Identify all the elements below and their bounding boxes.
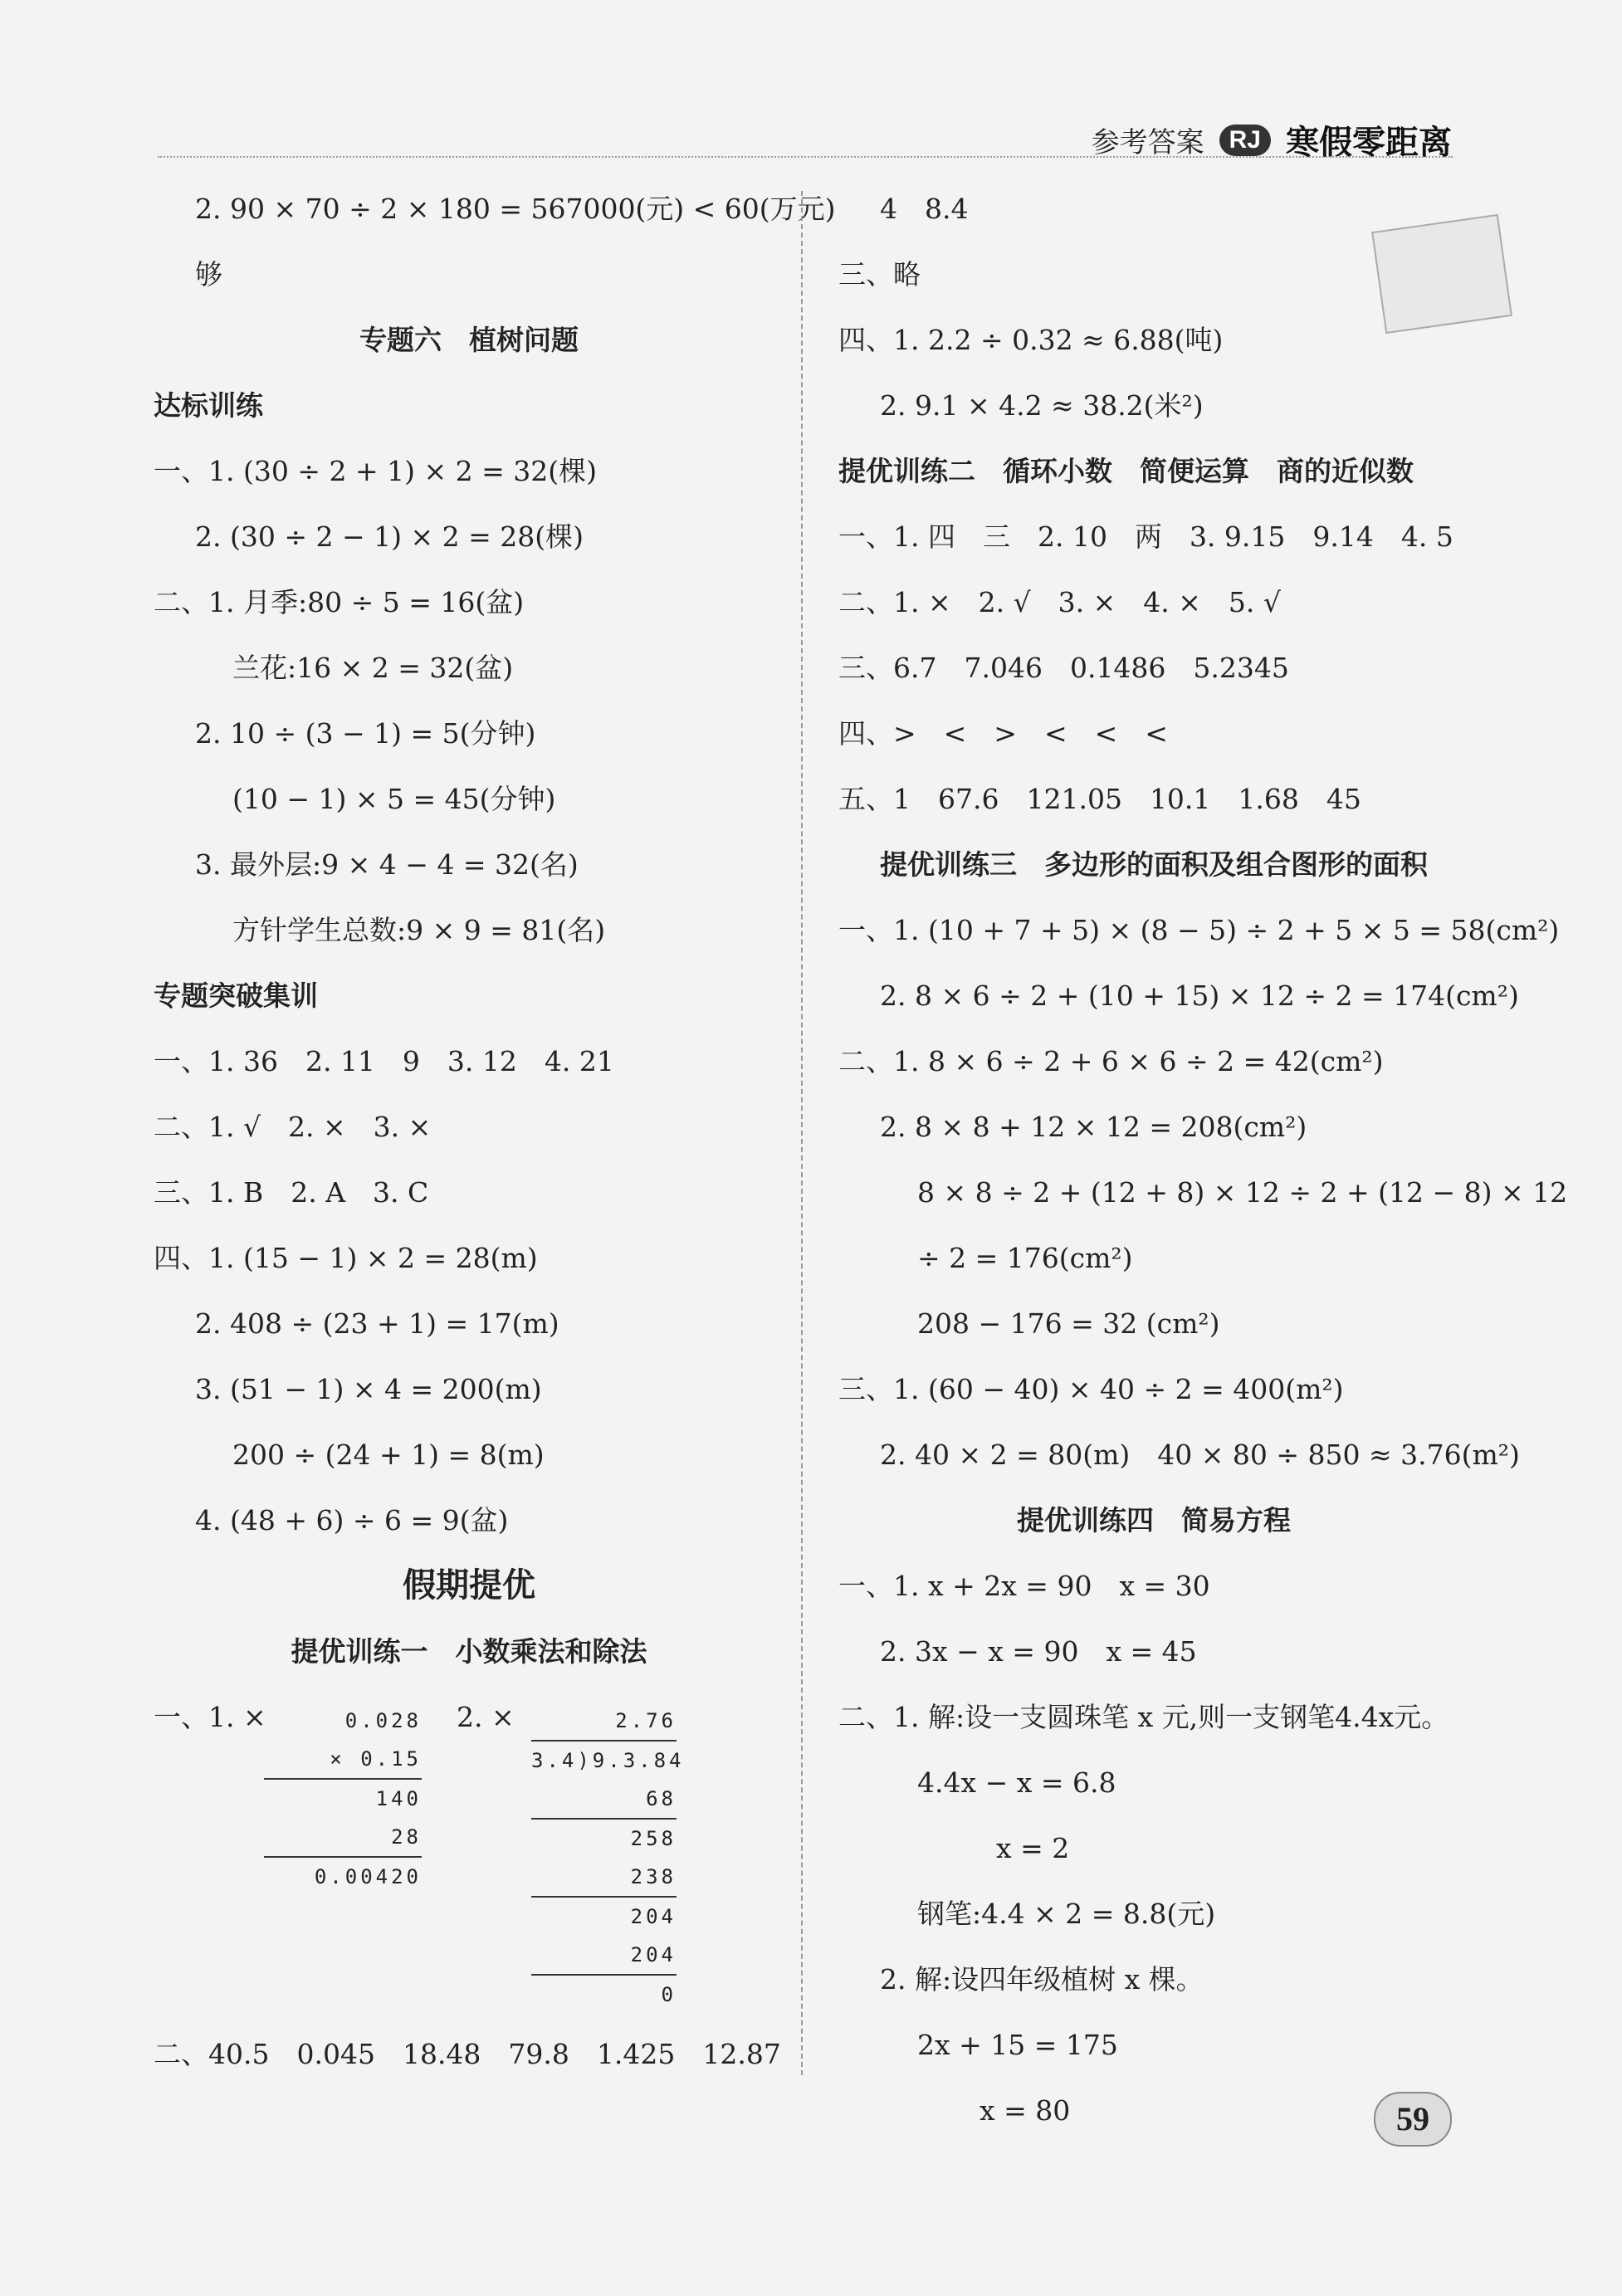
part-title: 假期提优 bbox=[403, 1567, 535, 1604]
answer-line: 二、1. × 2. √ 3. × 4. × 5. √ bbox=[838, 586, 1281, 618]
answer-line: 四、1. (15 − 1) × 2 = 28(m) bbox=[154, 1242, 538, 1274]
answer-line: 方针学生总数:9 × 9 = 81(名) bbox=[232, 914, 606, 946]
section-title: 提优训练一 小数乘法和除法 bbox=[291, 1636, 647, 1667]
answer-line: 二、40.5 0.045 18.48 79.8 1.425 12.87 bbox=[154, 2038, 781, 2070]
answer-line: 2. 9.1 × 4.2 ≈ 38.2(米²) bbox=[880, 389, 1204, 422]
calc-row: 68 bbox=[531, 1780, 677, 1820]
answer-line: 二、1. 月季:80 ÷ 5 = 16(盆) bbox=[154, 586, 525, 618]
answer-line: 一、1. (10 + 7 + 5) × (8 − 5) ÷ 2 + 5 × 5 = 58(cm²) bbox=[838, 914, 1560, 946]
answer-line: 2. 408 ÷ (23 + 1) = 17(m) bbox=[195, 1307, 559, 1340]
answer-line: 四、1. 2.2 ÷ 0.32 ≈ 6.88(吨) bbox=[838, 324, 1224, 356]
answer-line: 三、1. B 2. A 3. C bbox=[154, 1176, 429, 1209]
answer-line: 2. 3x − x = 90 x = 45 bbox=[880, 1635, 1197, 1668]
answer-line: 2. 40 × 2 = 80(m) 40 × 80 ÷ 850 ≈ 3.76(m²) bbox=[880, 1439, 1520, 1471]
answer-line: 2. 8 × 6 ÷ 2 + (10 + 15) × 12 ÷ 2 = 174(cm²) bbox=[880, 979, 1519, 1012]
answer-line: ÷ 2 = 176(cm²) bbox=[917, 1242, 1133, 1274]
answer-line: 2. 10 ÷ (3 − 1) = 5(分钟) bbox=[195, 717, 536, 750]
brand-logo: 寒假零距离 bbox=[1286, 125, 1452, 161]
answer-line: 兰花:16 × 2 = 32(盆) bbox=[232, 652, 514, 684]
answer-line: 一、1. x + 2x = 90 x = 30 bbox=[838, 1570, 1210, 1602]
answer-line: 2x + 15 = 175 bbox=[917, 2029, 1118, 2061]
calc-row: 3.4)9.3.84 bbox=[531, 1740, 677, 1780]
answer-line: 二、1. √ 2. × 3. × bbox=[154, 1111, 432, 1143]
calc-row: 238 bbox=[531, 1858, 677, 1898]
answer-line: (10 − 1) × 5 = 45(分钟) bbox=[232, 783, 556, 815]
answer-line: 钢笔:4.4 × 2 = 8.8(元) bbox=[917, 1898, 1216, 1930]
calc-row: 258 bbox=[630, 1827, 677, 1850]
answer-item: 2. × bbox=[457, 1701, 515, 1733]
calc-row: 2.76 bbox=[615, 1709, 677, 1732]
answer-line: 二、1. 8 × 6 ÷ 2 + 6 × 6 ÷ 2 = 42(cm²) bbox=[838, 1045, 1384, 1077]
section-title: 提优训练三 多边形的面积及组合图形的面积 bbox=[880, 849, 1428, 880]
answer-line: 一、1. 四 三 2. 10 两 3. 9.15 9.14 4. 5 bbox=[838, 520, 1453, 553]
page-number: 59 bbox=[1374, 2092, 1452, 2147]
answer-line: 208 − 176 = 32 (cm²) bbox=[917, 1307, 1220, 1340]
answer-line: 一、1. 36 2. 11 9 3. 12 4. 21 bbox=[154, 1045, 614, 1077]
answer-line: 二、1. 解:设一支圆珠笔 x 元,则一支钢笔4.4x元。 bbox=[838, 1701, 1449, 1733]
calc-row: 0.028 bbox=[344, 1709, 422, 1732]
calc-row: 140 bbox=[375, 1787, 422, 1810]
calc-row: 0.00420 bbox=[314, 1865, 422, 1888]
answer-line: 三、1. (60 − 40) × 40 ÷ 2 = 400(m²) bbox=[838, 1373, 1344, 1405]
header-label: 参考答案 bbox=[1091, 126, 1204, 159]
answer-line: 3. (51 − 1) × 4 = 200(m) bbox=[195, 1373, 542, 1405]
answer-line: x = 2 bbox=[996, 1832, 1070, 1864]
answer-line: 4 8.4 bbox=[880, 193, 969, 225]
answer-line: 一、1. (30 ÷ 2 + 1) × 2 = 32(棵) bbox=[154, 455, 597, 487]
answer-line: x = 80 bbox=[980, 2094, 1071, 2127]
answer-line: 三、略 bbox=[838, 258, 921, 291]
answer-line bbox=[154, 1684, 784, 1750]
calc-row: 204 bbox=[531, 1936, 677, 1976]
answer-line: 够 bbox=[195, 258, 222, 291]
section-title: 专题六 植树问题 bbox=[359, 325, 579, 355]
answer-line: 8 × 8 ÷ 2 + (12 + 8) × 12 ÷ 2 + (12 − 8) × 12 bbox=[917, 1176, 1568, 1209]
answer-line: 2. 90 × 70 ÷ 2 × 180 = 567000(元) < 60(万元) bbox=[195, 193, 836, 225]
answer-line: 200 ÷ (24 + 1) = 8(m) bbox=[232, 1439, 545, 1471]
calc-row: 204 bbox=[630, 1905, 677, 1928]
answer-line: 2. 解:设四年级植树 x 棵。 bbox=[880, 1963, 1204, 1996]
answer-line: 4.4x − x = 6.8 bbox=[917, 1766, 1116, 1799]
long-division bbox=[531, 1702, 685, 2014]
vertical-multiplication bbox=[264, 1702, 422, 1896]
answer-line: 3. 最外层:9 × 4 − 4 = 32(名) bbox=[195, 848, 579, 881]
section-title: 提优训练二 循环小数 简便运算 商的近似数 bbox=[838, 456, 1414, 486]
column-divider bbox=[801, 191, 803, 2075]
calc-row: 0 bbox=[661, 1983, 677, 2006]
answer-line: 三、6.7 7.046 0.1486 5.2345 bbox=[838, 652, 1289, 684]
header-divider bbox=[158, 156, 1453, 158]
right-column bbox=[838, 176, 1568, 2143]
edition-badge: RJ bbox=[1219, 125, 1271, 156]
section-title: 提优训练四 简易方程 bbox=[1017, 1505, 1291, 1536]
answer-line: 四、> < > < < < bbox=[838, 717, 1168, 750]
calc-row: 28 bbox=[264, 1818, 422, 1858]
calc-row: × 0.15 bbox=[264, 1740, 422, 1780]
subsection-title: 达标训练 bbox=[154, 390, 263, 421]
left-column bbox=[154, 176, 836, 1750]
subsection-title: 专题突破集训 bbox=[154, 980, 318, 1011]
answer-line: 五、1 67.6 121.05 10.1 1.68 45 bbox=[838, 783, 1361, 815]
answer-line: 2. (30 ÷ 2 − 1) × 2 = 28(棵) bbox=[195, 520, 584, 553]
answer-line: 2. 8 × 8 + 12 × 12 = 208(cm²) bbox=[880, 1111, 1307, 1143]
answer-item: 一、1. × bbox=[154, 1701, 266, 1733]
answer-line: 4. (48 + 6) ÷ 6 = 9(盆) bbox=[195, 1504, 509, 1536]
